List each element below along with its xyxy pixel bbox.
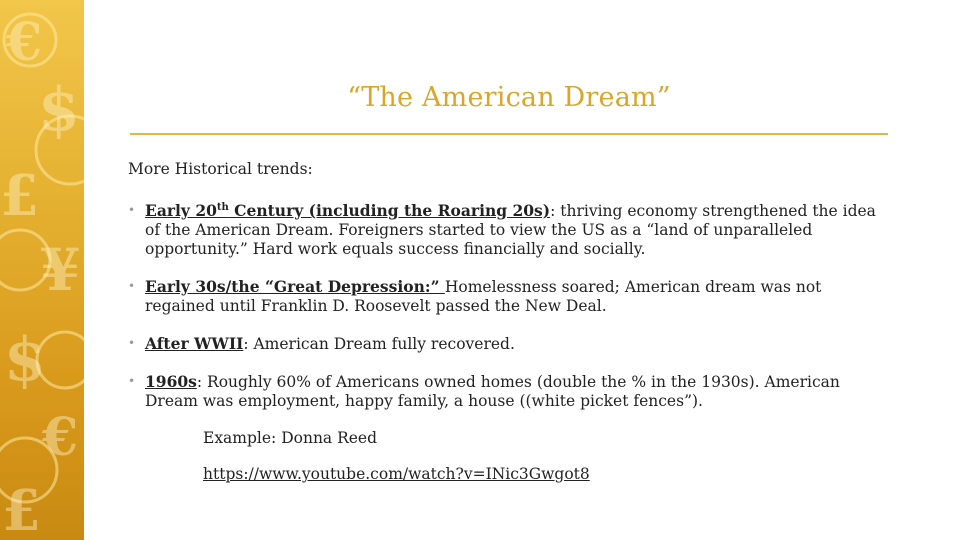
bullet-early-20th-century [128,201,888,259]
intro-text: More Historical trends: [128,160,313,178]
decorative-currency-band [0,0,84,540]
svg-text:£: £ [0,163,39,229]
bullet-label: Early 30s/the “Great Depression:” [145,277,445,296]
svg-text:€: € [6,12,43,73]
bullet-label: After WWII [145,334,244,353]
slide-title: “The American Dream” [347,82,671,113]
bullet-text: : Roughly 60% of Americans owned homes (double the % in the 1930s). American Dream was employment, happy family, a house ((white picket fences”). [145,373,840,410]
bullet-after-wwii [128,334,888,354]
bullet-text: : American Dream fully recovered. [243,335,515,353]
youtube-link[interactable]: https://www.youtube.com/watch?v=INic3Gwgot8 [203,465,590,483]
bullet-1960s [128,372,888,411]
slide-body [128,160,888,484]
example-text: Example: Donna Reed [203,429,378,447]
title-divider [130,133,888,135]
svg-text:$: $ [38,75,80,145]
bullet-label: Early 20th Century (including the Roaring 20s) [145,201,551,220]
bullet-text: : thriving economy strengthened the idea of the American Dream. Foreigners started to view the US as a “land of unparalleled opportunity.” Hard work equals success financially and socially. [145,202,876,258]
svg-text:€: € [42,407,79,468]
currency-symbols-pattern [0,0,84,540]
bullet-great-depression [128,277,888,316]
bullet-dot-icon: • [128,336,136,350]
svg-text:¥: ¥ [40,236,81,304]
bullet-text: Homelessness soared; American dream was not regained until Franklin D. Roosevelt passed the New Deal. [145,278,822,315]
svg-text:£: £ [2,478,41,540]
bullet-dot-icon: • [128,279,136,293]
bullet-dot-icon: • [128,203,136,217]
svg-text:$: $ [4,325,46,395]
bullet-dot-icon: • [128,374,136,388]
bullet-label: 1960s [145,372,197,391]
